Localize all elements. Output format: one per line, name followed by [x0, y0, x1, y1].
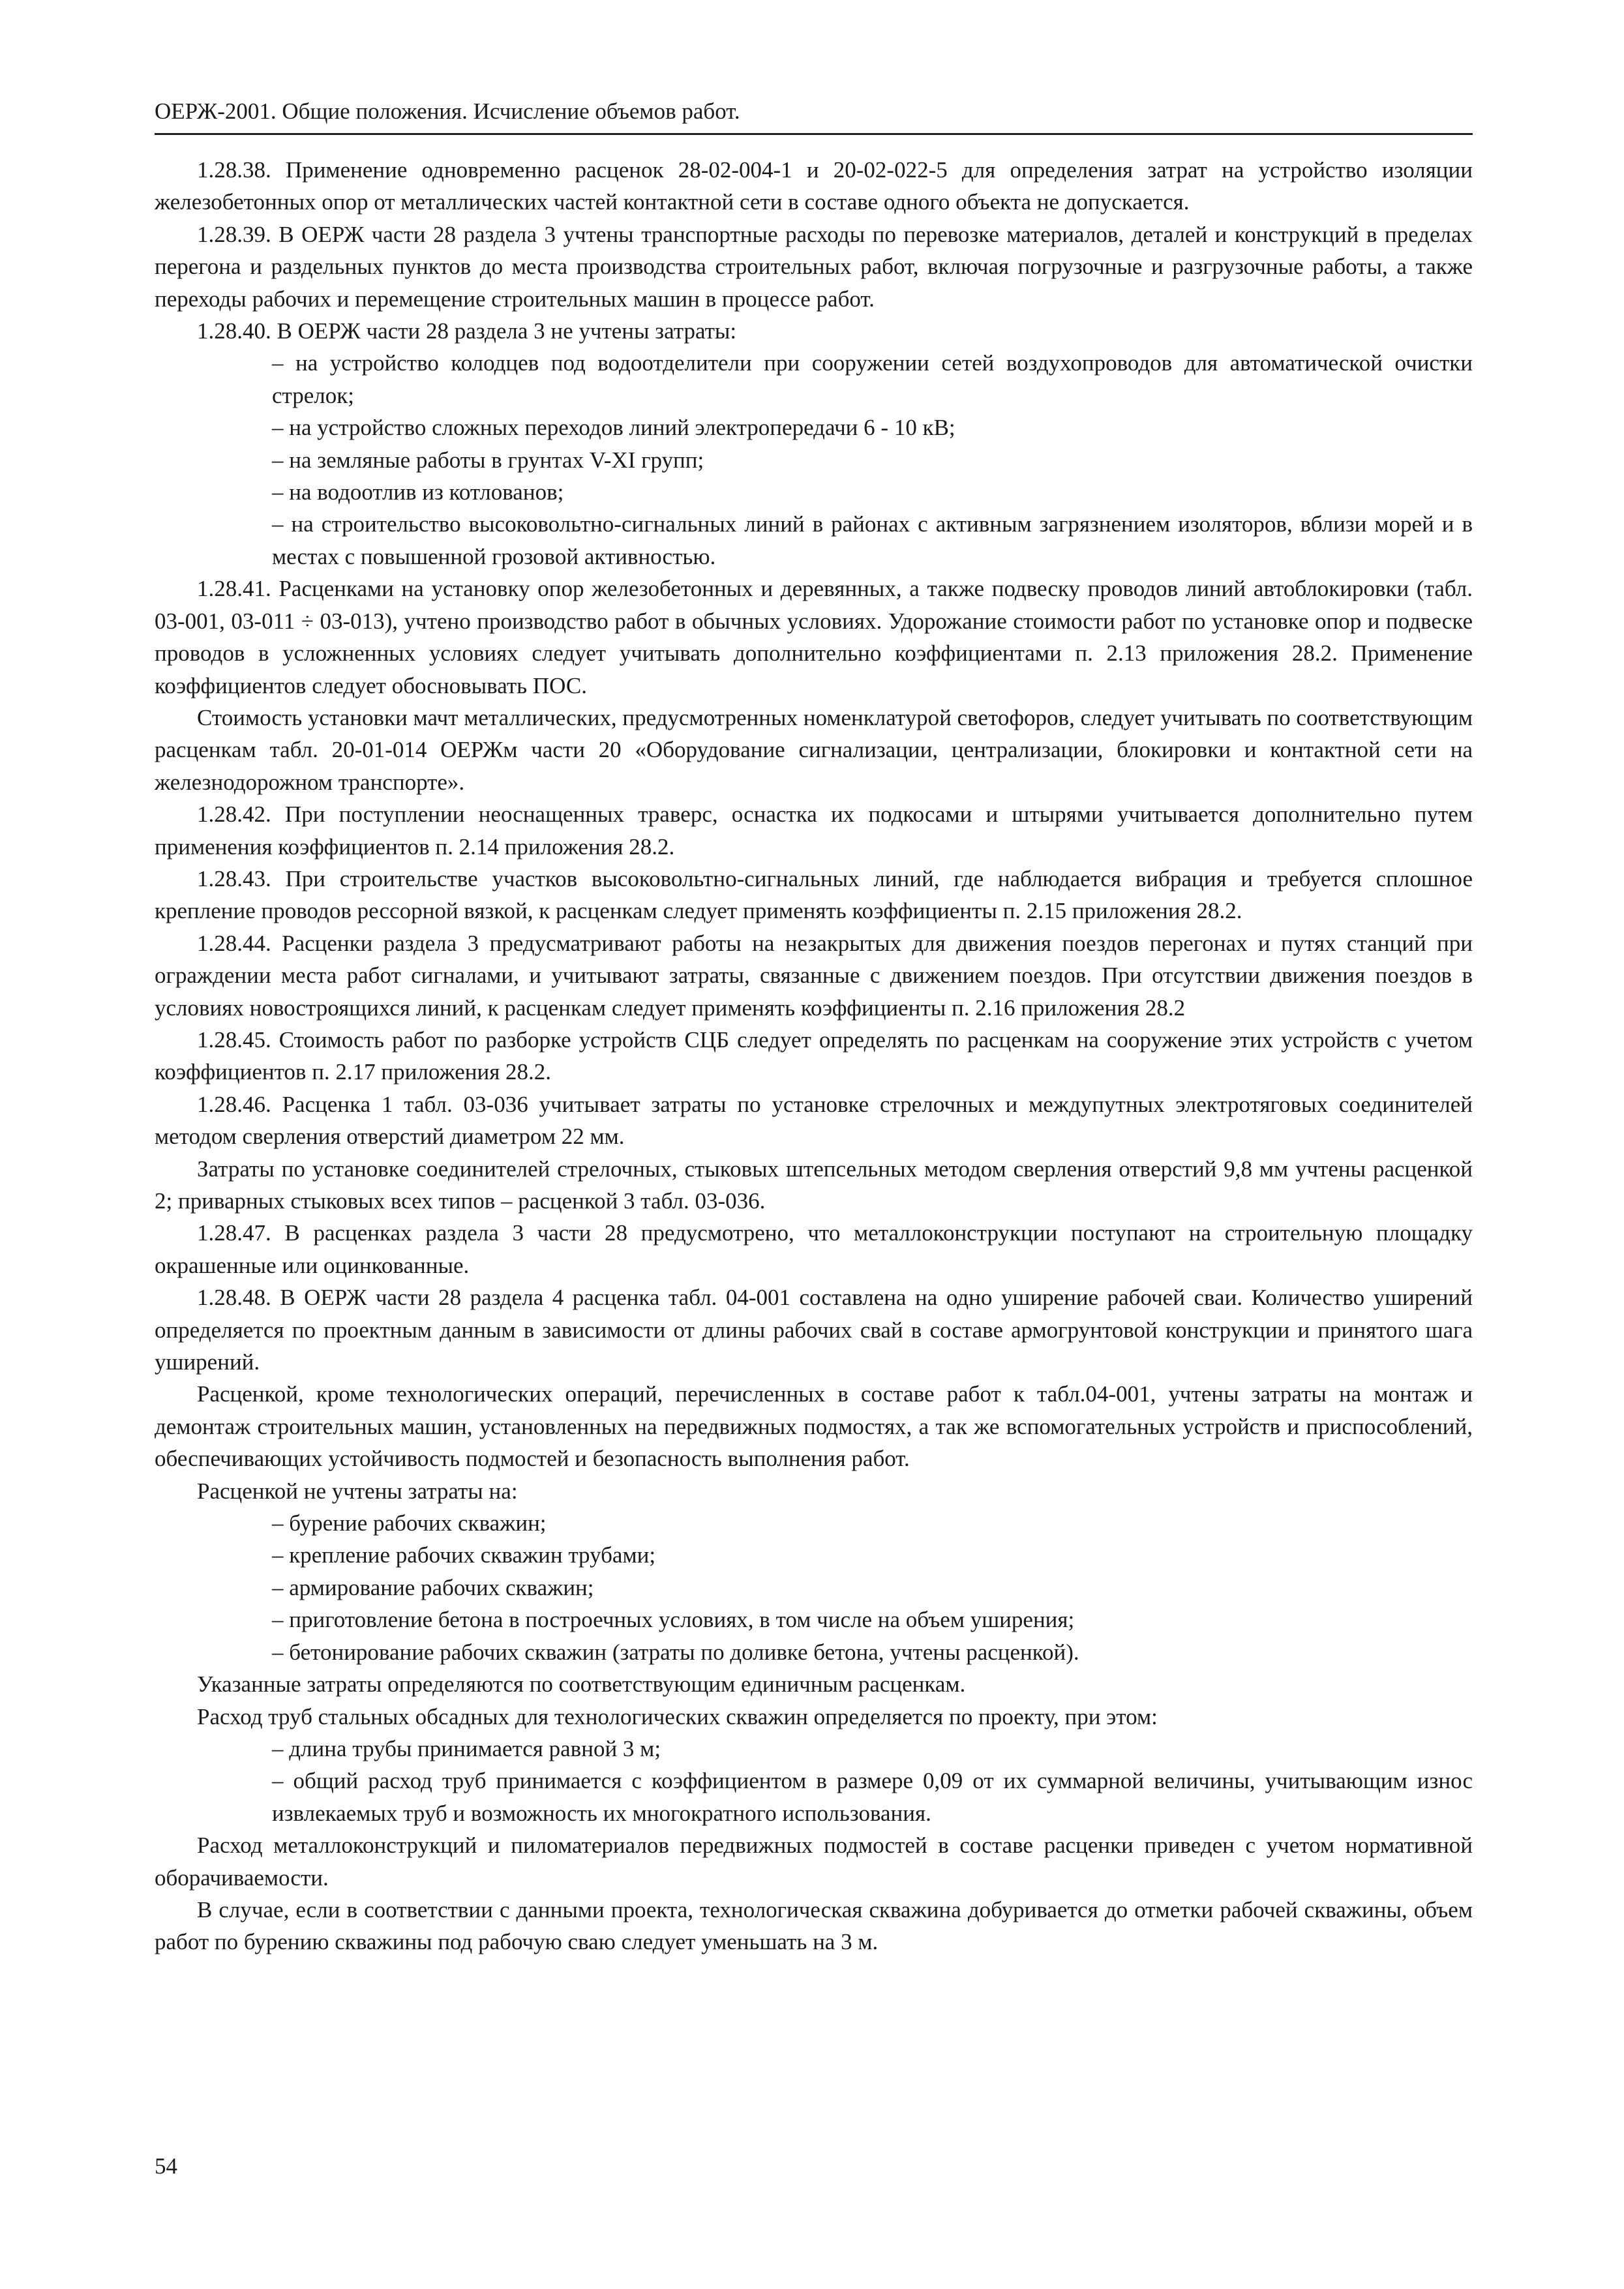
list-item: – приготовление бетона в построечных условиях, в том числе на объем уширения;: [272, 1607, 1075, 1633]
paragraph: Расход труб стальных обсадных для технологических скважин определяется по проекту, при этом:: [197, 1703, 1158, 1729]
list-item: – на земляные работы в грунтах V-XI групп;: [272, 447, 704, 473]
paragraph: 1.28.43. При строительстве участков высоковольтно-сигнальных линий, где наблюдается вибрация и требуется сплошное крепление проводов рессорной вязкой, к расценкам следует применять коэффициенты п. 2.15 приложения 28.2.: [155, 865, 1473, 924]
list-item: – на устройство колодцев под водоотделители при сооружении сетей воздухопроводов для автоматической очистки стрелок;: [272, 350, 1473, 408]
paragraph: 1.28.44. Расценки раздела 3 предусматривают работы на незакрытых для движения поездов перегонах и путях станций при ограждении места работ сигналами, и учитывают затраты, связанные с движением поездов. При отсутствии движения поездов в условиях новостроящихся линий, к расценкам следует применять коэффициенты п. 2.16 приложения 28.2: [155, 930, 1473, 1021]
list-item: – длина трубы принимается равной 3 м;: [272, 1735, 661, 1761]
list-item: – общий расход труб принимается с коэффициентом в размере 0,09 от их суммарной величины, учитывающим износ извлекаемых труб и возможность их многократного использования.: [272, 1768, 1473, 1826]
list-item: – крепление рабочих скважин трубами;: [272, 1542, 656, 1568]
list-item: – на водоотлив из котлованов;: [272, 479, 564, 505]
paragraph: Затраты по установке соединителей стрелочных, стыковых штепсельных методом сверления отверстий 9,8 мм учтены расценкой 2; приварных стыковых всех типов – расценкой 3 табл. 03-036.: [155, 1156, 1473, 1214]
paragraph: 1.28.40. В ОЕРЖ части 28 раздела 3 не учтены затраты:: [197, 318, 737, 344]
paragraph: Стоимость установки мачт металлических, предусмотренных номенклатурой светофоров, следует учитывать по соответствующим расценкам табл. 20-01-014 ОЕРЖм части 20 «Оборудование сигнализации, централизации, блокировки и контактной сети на железнодорожном транспорте».: [155, 704, 1473, 795]
paragraph: Расценкой не учтены затраты на:: [197, 1478, 518, 1504]
paragraph: 1.28.41. Расценками на установку опор железобетонных и деревянных, а также подвеску проводов линий автоблокировки (табл. 03-001, 03-011 ÷ 03-013), учтено производство работ в обычных условиях. Удорожание стоимости работ по установке опор и подвеске проводов в усложненных условиях следует учитывать дополнительно коэффициентами п. 2.13 приложения 28.2. Применение коэффициентов следует обосновывать ПОС.: [155, 576, 1473, 698]
paragraph: 1.28.39. В ОЕРЖ части 28 раздела 3 учтены транспортные расходы по перевозке материалов, деталей и конструкций в пределах перегона и раздельных пунктов до места производства строительных работ, включая погрузочные и разгрузочные работы, а также переходы рабочих и перемещение строительных машин в процессе работ.: [155, 221, 1473, 312]
list-item: – на строительство высоковольтно-сигнальных линий в районах с активным загрязнением изоляторов, вблизи морей и в местах с повышенной грозовой активностью.: [272, 511, 1473, 569]
list-item: – на устройство сложных переходов линий электропередачи 6 - 10 кВ;: [272, 415, 955, 441]
paragraph: Расход металлоконструкций и пиломатериалов передвижных подмостей в составе расценки приведен с учетом нормативной оборачиваемости.: [155, 1833, 1473, 1891]
paragraph: 1.28.42. При поступлении неоснащенных траверс, оснастка их подкосами и штырями учитывается дополнительно путем применения коэффициентов п. 2.14 приложения 28.2.: [155, 801, 1473, 860]
running-header: ОЕРЖ-2001. Общие положения. Исчисление объемов работ.: [155, 97, 1473, 135]
paragraph: 1.28.48. В ОЕРЖ части 28 раздела 4 расценка табл. 04-001 составлена на одно уширение рабочей сваи. Количество уширений определяется по проектным данным в зависимости от длины рабочих свай в составе армогрунтовой конструкции и принятого шага уширений.: [155, 1285, 1473, 1375]
paragraph: 1.28.38. Применение одновременно расценок 28-02-004-1 и 20-02-022-5 для определения затрат на устройство изоляции железобетонных опор от металлических частей контактной сети в составе одного объекта не допускается.: [155, 157, 1473, 215]
list-item: – армирование рабочих скважин;: [272, 1574, 594, 1600]
paragraph: 1.28.46. Расценка 1 табл. 03-036 учитывает затраты по установке стрелочных и междупутных электротяговых соединителей методом сверления отверстий диаметром 22 мм.: [155, 1091, 1473, 1150]
paragraph: Расценкой, кроме технологических операций, перечисленных в составе работ к табл.04-001, учтены затраты на монтаж и демонтаж строительных машин, установленных на передвижных подмостях, а так же вспомогательных устройств и приспособлений, обеспечивающих устойчивость подмостей и безопасность выполнения работ.: [155, 1381, 1473, 1472]
page-number: 54: [155, 2153, 177, 2179]
list-item: – бетонирование рабочих скважин (затраты по доливке бетона, учтены расценкой).: [272, 1639, 1079, 1665]
paragraph: 1.28.45. Стоимость работ по разборке устройств СЦБ следует определять по расценкам на сооружение этих устройств с учетом коэффициентов п. 2.17 приложения 28.2.: [155, 1026, 1473, 1085]
list-item: – бурение рабочих скважин;: [272, 1510, 547, 1536]
body-text: [155, 154, 1473, 1958]
paragraph: 1.28.47. В расценках раздела 3 части 28 предусмотрено, что металлоконструкции поступают на строительную площадку окрашенные или оцинкованные.: [155, 1220, 1473, 1278]
paragraph: Указанные затраты определяются по соответствующим единичным расценкам.: [197, 1671, 966, 1698]
paragraph: В случае, если в соответствии с данными проекта, технологическая скважина добуривается до отметки рабочей скважины, объем работ по бурению скважины под рабочую сваю следует уменьшать на 3 м.: [155, 1896, 1473, 1955]
